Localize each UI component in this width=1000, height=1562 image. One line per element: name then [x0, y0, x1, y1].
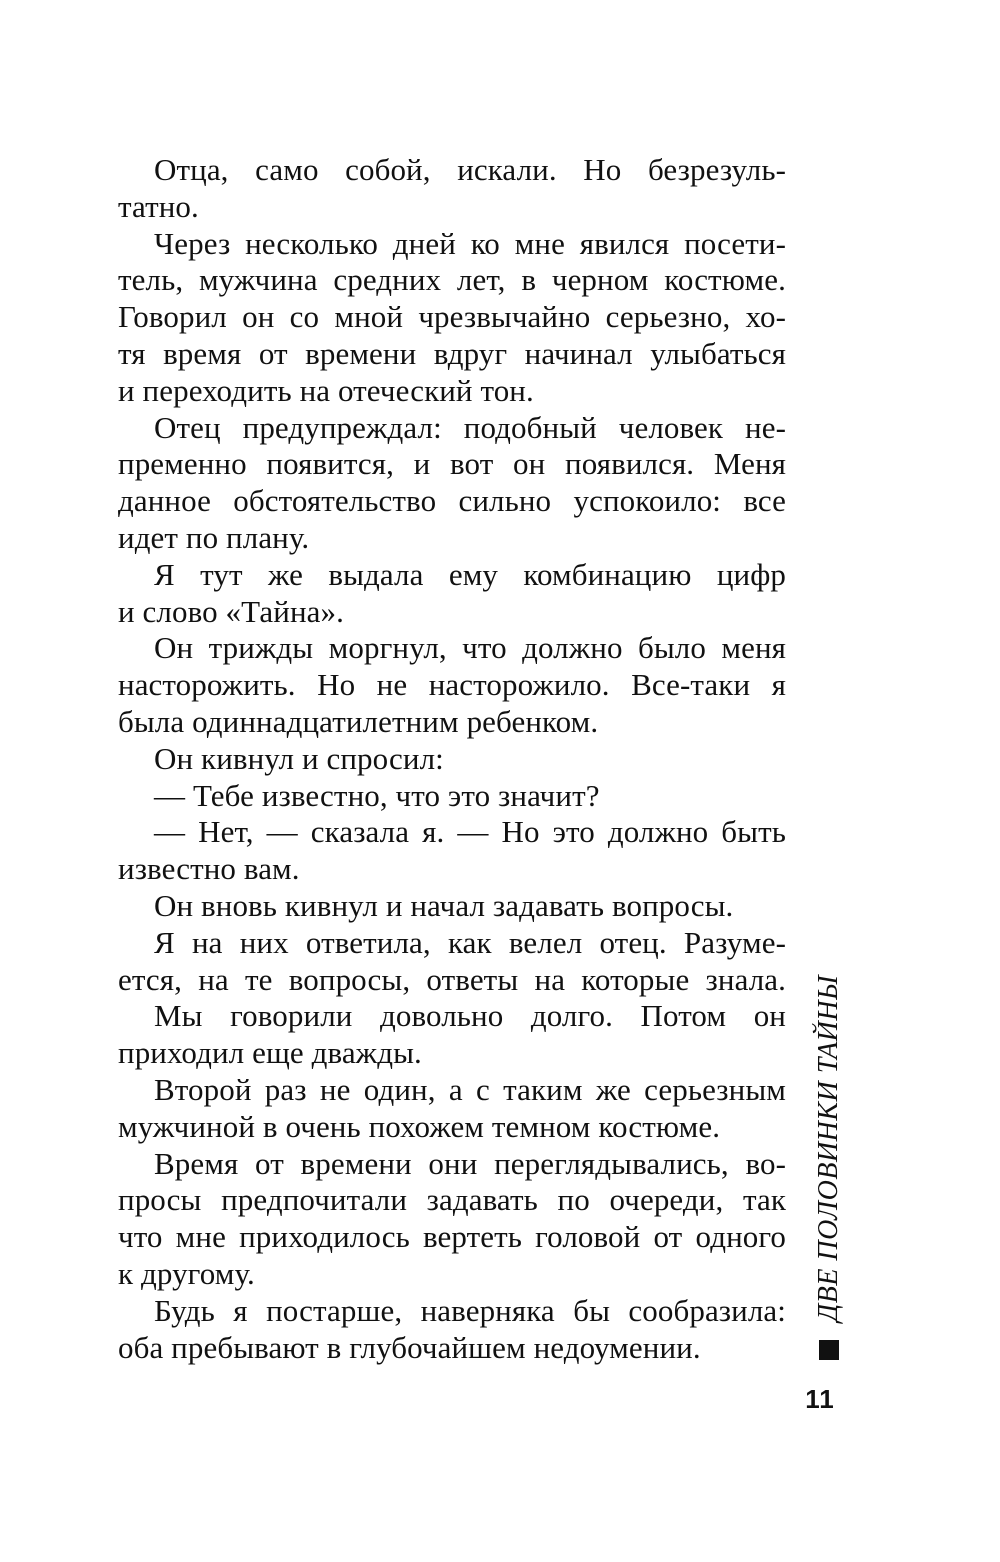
text-line: тель, мужчина средних лет, в черном костюме. [118, 262, 786, 298]
body-text [118, 152, 786, 1366]
text-line: ется, на те вопросы, ответы на которые знала. [118, 961, 786, 997]
text-line: Он трижды моргнул, что должно было меня [154, 630, 786, 666]
text-line: Время от времени они переглядывались, во- [154, 1145, 786, 1181]
text-line: Говорил он со мной чрезвычайно серьезно, хо- [118, 299, 786, 335]
text-line: Отца, само собой, искали. Но безрезуль- [154, 152, 786, 187]
page-number: 11 [805, 1384, 835, 1414]
text-line: идет по плану. [118, 519, 310, 555]
text-line: Мы говорили довольно долго. Потом он [154, 998, 786, 1034]
text-line: оба пребывают в глубочайшем недоумении. [118, 1329, 701, 1365]
text-line: и слово «Тайна». [118, 593, 344, 629]
text-line: тя время от времени вдруг начинал улыбаться [118, 335, 786, 371]
text-line: что мне приходилось вертеть головой от одного [118, 1219, 786, 1255]
square-marker-icon [819, 1340, 839, 1360]
text-line: известно вам. [118, 851, 300, 887]
text-line: пременно появится, и вот он появился. Меня [118, 446, 786, 482]
text-line: и переходить на отеческий тон. [118, 372, 534, 408]
text-line: данное обстоятельство сильно успокоило: все [118, 483, 786, 519]
running-head [810, 975, 848, 1360]
text-line: к другому. [118, 1255, 255, 1291]
text-line: мужчиной в очень похожем темном костюме. [118, 1108, 721, 1144]
text-line: Отец предупреждал: подобный человек не- [154, 409, 786, 445]
text-line: Будь я постарше, наверняка бы сообразила: [154, 1292, 786, 1328]
text-line: просы предпочитали задавать по очереди, так [118, 1182, 786, 1218]
text-line: — Нет, — сказала я. — Но это должно быть [154, 814, 786, 850]
text-line: Второй раз не один, а с таким же серьезным [154, 1071, 786, 1107]
text-line: Он кивнул и спросил: [154, 740, 444, 776]
text-line: — Тебе известно, что это значит? [154, 777, 600, 813]
text-line: была одиннадцатилетним ребенком. [118, 703, 599, 739]
text-line: приходил еще дважды. [118, 1035, 422, 1071]
text-line: Он вновь кивнул и начал задавать вопросы. [154, 887, 734, 923]
book-title: ДВЕ ПОЛОВИНКИ ТАЙНЫ [813, 975, 844, 1322]
text-line: Я тут же выдала ему комбинацию цифр [154, 556, 786, 592]
text-line: Я на них ответила, как велел отец. Разуме- [154, 924, 786, 960]
text-line: Через несколько дней ко мне явился посети- [154, 225, 786, 261]
text-line: татно. [118, 188, 199, 224]
text-line: насторожить. Но не насторожило. Все-таки я [118, 667, 786, 703]
